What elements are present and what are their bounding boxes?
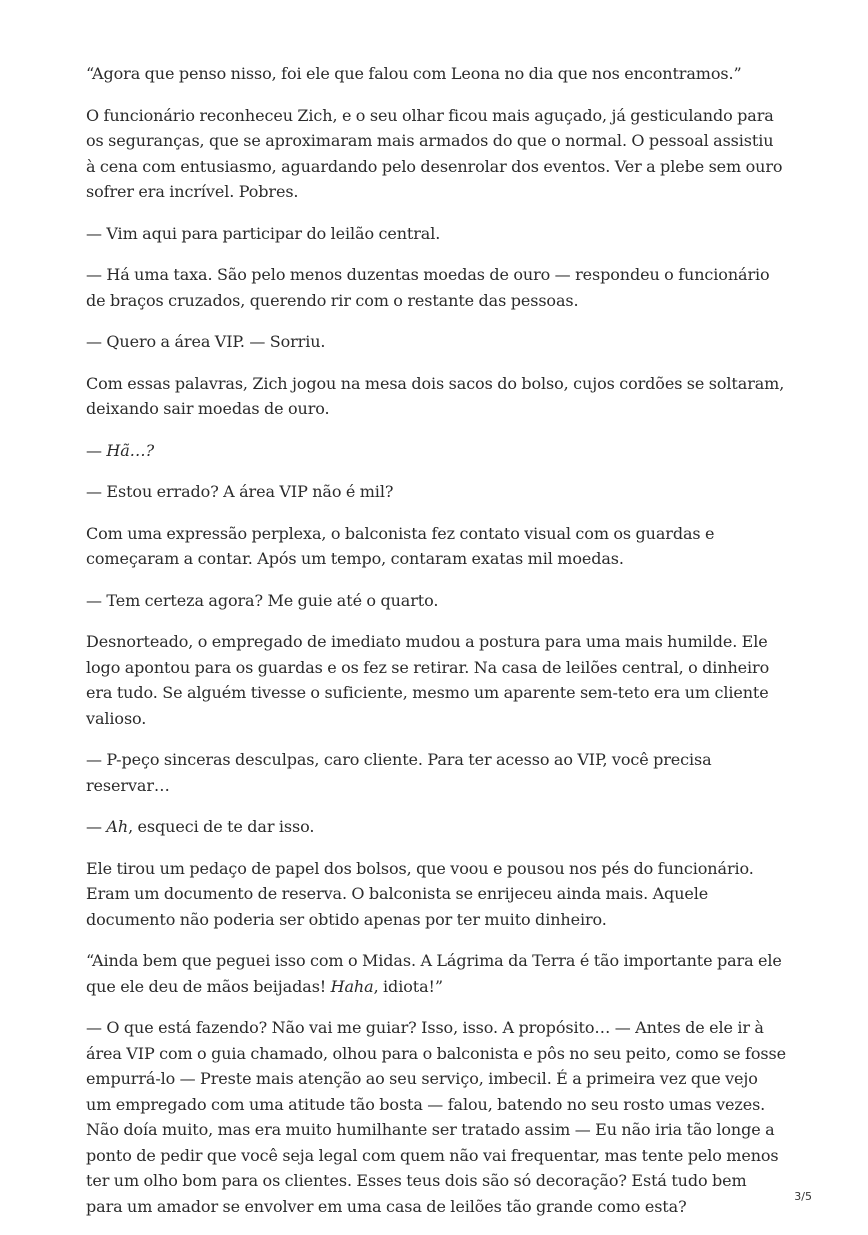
document-body <box>86 61 786 1235</box>
paragraph <box>86 221 786 247</box>
paragraph <box>86 262 786 313</box>
text-run: — Vim aqui para participar do leilão central. <box>86 223 441 243</box>
text-run: — O que está fazendo? Não vai me guiar? Isso, isso. A propósito… — Antes de ele ir à área VIP com o guia chamado, olhou para o balconista e pôs no seu peito, como se fosse empurrá-lo — Preste mais atenção ao seu serviço, imbecil. É a primeira vez que vejo um empregado com uma atitude tão bosta — falou, batendo no seu rosto umas vezes. Não doía muito, mas era muito humilhante ser tratado assim — Eu não iria tão longe a ponto de pedir que você seja legal com quem não vai frequentar, mas tente pelo menos ter um olho bom para os clientes. Esses teus dois são só decoração? Está tudo bem para um amador se envolver em uma casa de leilões tão grande como esta? <box>86 1018 786 1216</box>
text-run: Desnorteado, o empregado de imediato mudou a postura para uma mais humilde. Ele logo apontou para os guardas e os fez se retirar. Na casa de leilões central, o dinheiro era tudo. Se alguém tivesse o suficiente, mesmo um aparente sem-teto era um cliente valioso. <box>86 632 770 728</box>
paragraph <box>86 948 786 999</box>
text-run: , idiota!” <box>373 976 443 996</box>
paragraph <box>86 747 786 798</box>
paragraph <box>86 521 786 572</box>
paragraph <box>86 588 786 614</box>
text-run: O funcionário reconheceu Zich, e o seu olhar ficou mais aguçado, já gesticulando para os seguranças, que se aproximaram mais armados do que o normal. O pessoal assistiu à cena com entusiasmo, aguardando pelo desenrolar dos eventos. Ver a plebe sem ouro sofrer era incrível. Pobres. <box>86 105 783 201</box>
paragraph <box>86 103 786 205</box>
text-run: — Quero a área VIP. — Sorriu. <box>86 332 326 351</box>
text-run: , esqueci de te dar isso. <box>128 817 315 836</box>
text-run: — <box>86 817 107 836</box>
text-run: — P-peço sinceras desculpas, caro cliente. Para ter acesso ao VIP, você precisa reservar… <box>86 750 712 795</box>
paragraph <box>86 371 786 422</box>
paragraph <box>86 479 786 505</box>
page-number: 3/5 <box>794 1190 812 1203</box>
paragraph <box>86 1015 786 1219</box>
paragraph <box>86 329 786 355</box>
text-run: — Tem certeza agora? Me guie até o quarto. <box>86 590 439 610</box>
text-run: — Há uma taxa. São pelo menos duzentas moedas de ouro — respondeu o funcionário de braços cruzados, querendo rir com o restante das pessoas. <box>86 265 770 310</box>
paragraph <box>86 814 786 840</box>
paragraph <box>86 61 786 87</box>
text-run: Com essas palavras, Zich jogou na mesa dois sacos do bolso, cujos cordões se soltaram, deixando sair moedas de ouro. <box>86 373 785 418</box>
text-run: — Estou errado? A área VIP não é mil? <box>86 482 394 501</box>
italic-text: Haha <box>330 976 374 996</box>
text-run: Ele tirou um pedaço de papel dos bolsos, que voou e pousou nos pés do funcionário. Eram um documento de reserva. O balconista se enrijeceu ainda mais. Aquele documento não poderia ser obtido apenas por ter muito dinheiro. <box>86 858 754 929</box>
text-run: — <box>86 440 107 460</box>
paragraph <box>86 438 786 464</box>
paragraph <box>86 629 786 731</box>
text-run: Com uma expressão perplexa, o balconista fez contato visual com os guardas e começaram a contar. Após um tempo, contaram exatas mil moedas. <box>86 523 715 568</box>
italic-text: Ah <box>106 817 129 836</box>
italic-text: Hã…? <box>106 440 155 460</box>
paragraph <box>86 856 786 933</box>
text-run: “Ainda bem que peguei isso com o Midas. A Lágrima da Terra é tão importante para ele que ele deu de mãos beijadas! <box>86 951 782 996</box>
text-run: “Agora que penso nisso, foi ele que falou com Leona no dia que nos encontramos.” <box>86 64 742 83</box>
